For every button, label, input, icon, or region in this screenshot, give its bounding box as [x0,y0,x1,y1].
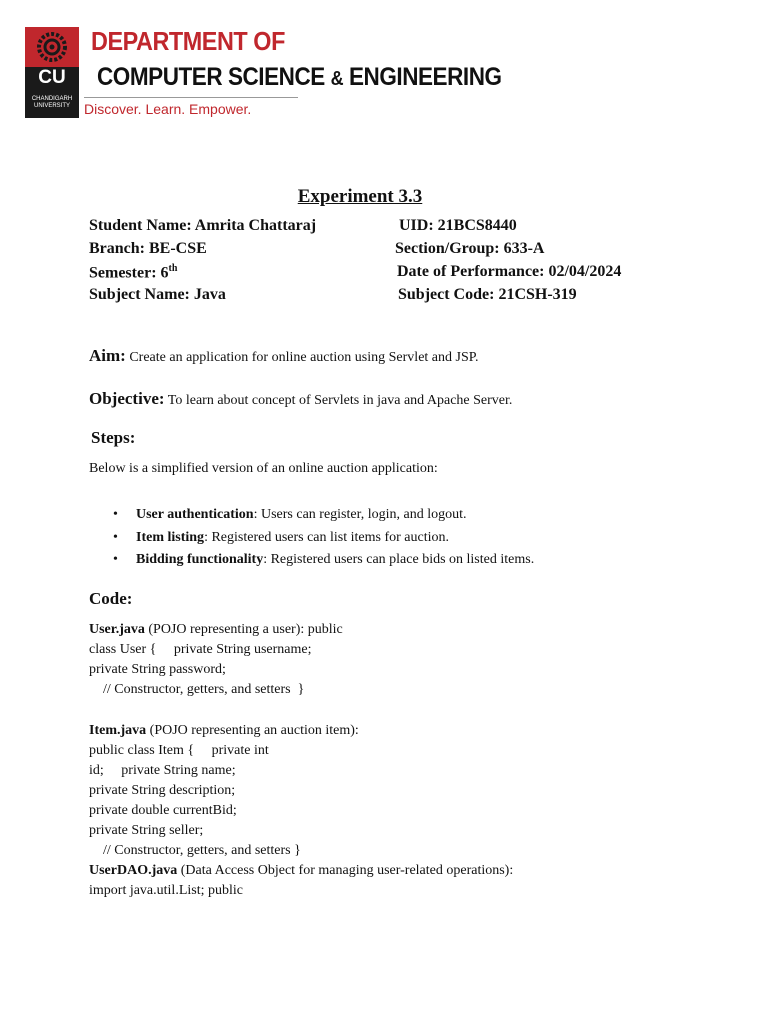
code-heading: Code: [89,589,133,608]
objective: Objective: To learn about concept of Servlets in java and Apache Server. [89,389,513,408]
code-line: UserDAO.java (Data Access Object for managing user-related operations): [89,863,514,878]
logo-subtext: CHANDIGARH UNIVERSITY [31,96,73,109]
code-line: private String description; [89,783,236,798]
code-line: import java.util.List; public [89,883,243,898]
steps-intro: Below is a simplified version of an online auction application: [89,461,438,476]
semester: Semester: 6th [89,263,178,282]
code-block [89,620,513,901]
aim: Aim: Create an application for online auction using Servlet and JSP. [89,346,479,365]
logo-text: CU [38,67,66,88]
code-line: id; private String name; [89,763,236,778]
code-line: class User { private String username; [89,642,312,657]
code-line: public class Item { private int [89,743,269,758]
steps-heading: Steps: [91,428,136,447]
code-line: // Constructor, getters, and setters } [89,682,305,697]
department-line-1: DEPARTMENT OF [91,26,285,56]
code-line: private double currentBid; [89,803,237,818]
code-line: User.java (POJO representing a user): public [89,622,343,637]
section-group: Section/Group: 633-A [395,240,545,257]
subject-code: Subject Code: 21CSH-319 [398,286,577,303]
department-line-2: COMPUTER SCIENCE & ENGINEERING [97,63,502,91]
list-item: • User authentication: Users can register, login, and logout. [113,507,467,522]
university-logo [25,27,79,118]
gear-icon [25,27,79,67]
feature-list [113,504,534,572]
student-name: Student Name: Amrita Chattaraj [89,217,317,234]
list-item: • Item listing: Registered users can list items for auction. [113,529,450,545]
subject-name: Subject Name: Java [89,286,226,303]
list-item: • Bidding functionality: Registered users can place bids on listed items. [113,552,535,567]
code-line: // Constructor, getters, and setters } [89,843,301,858]
code-line: private String seller; [89,823,204,838]
code-line: private String password; [89,662,226,677]
code-line: Item.java (POJO representing an auction item): [89,723,359,738]
header-divider [84,97,298,98]
experiment-title: Experiment 3.3 [297,186,423,207]
student-uid: UID: 21BCS8440 [399,217,517,234]
date-of-performance: Date of Performance: 02/04/2024 [397,263,622,280]
branch: Branch: BE-CSE [89,240,207,257]
tagline: Discover. Learn. Empower. [84,101,252,117]
